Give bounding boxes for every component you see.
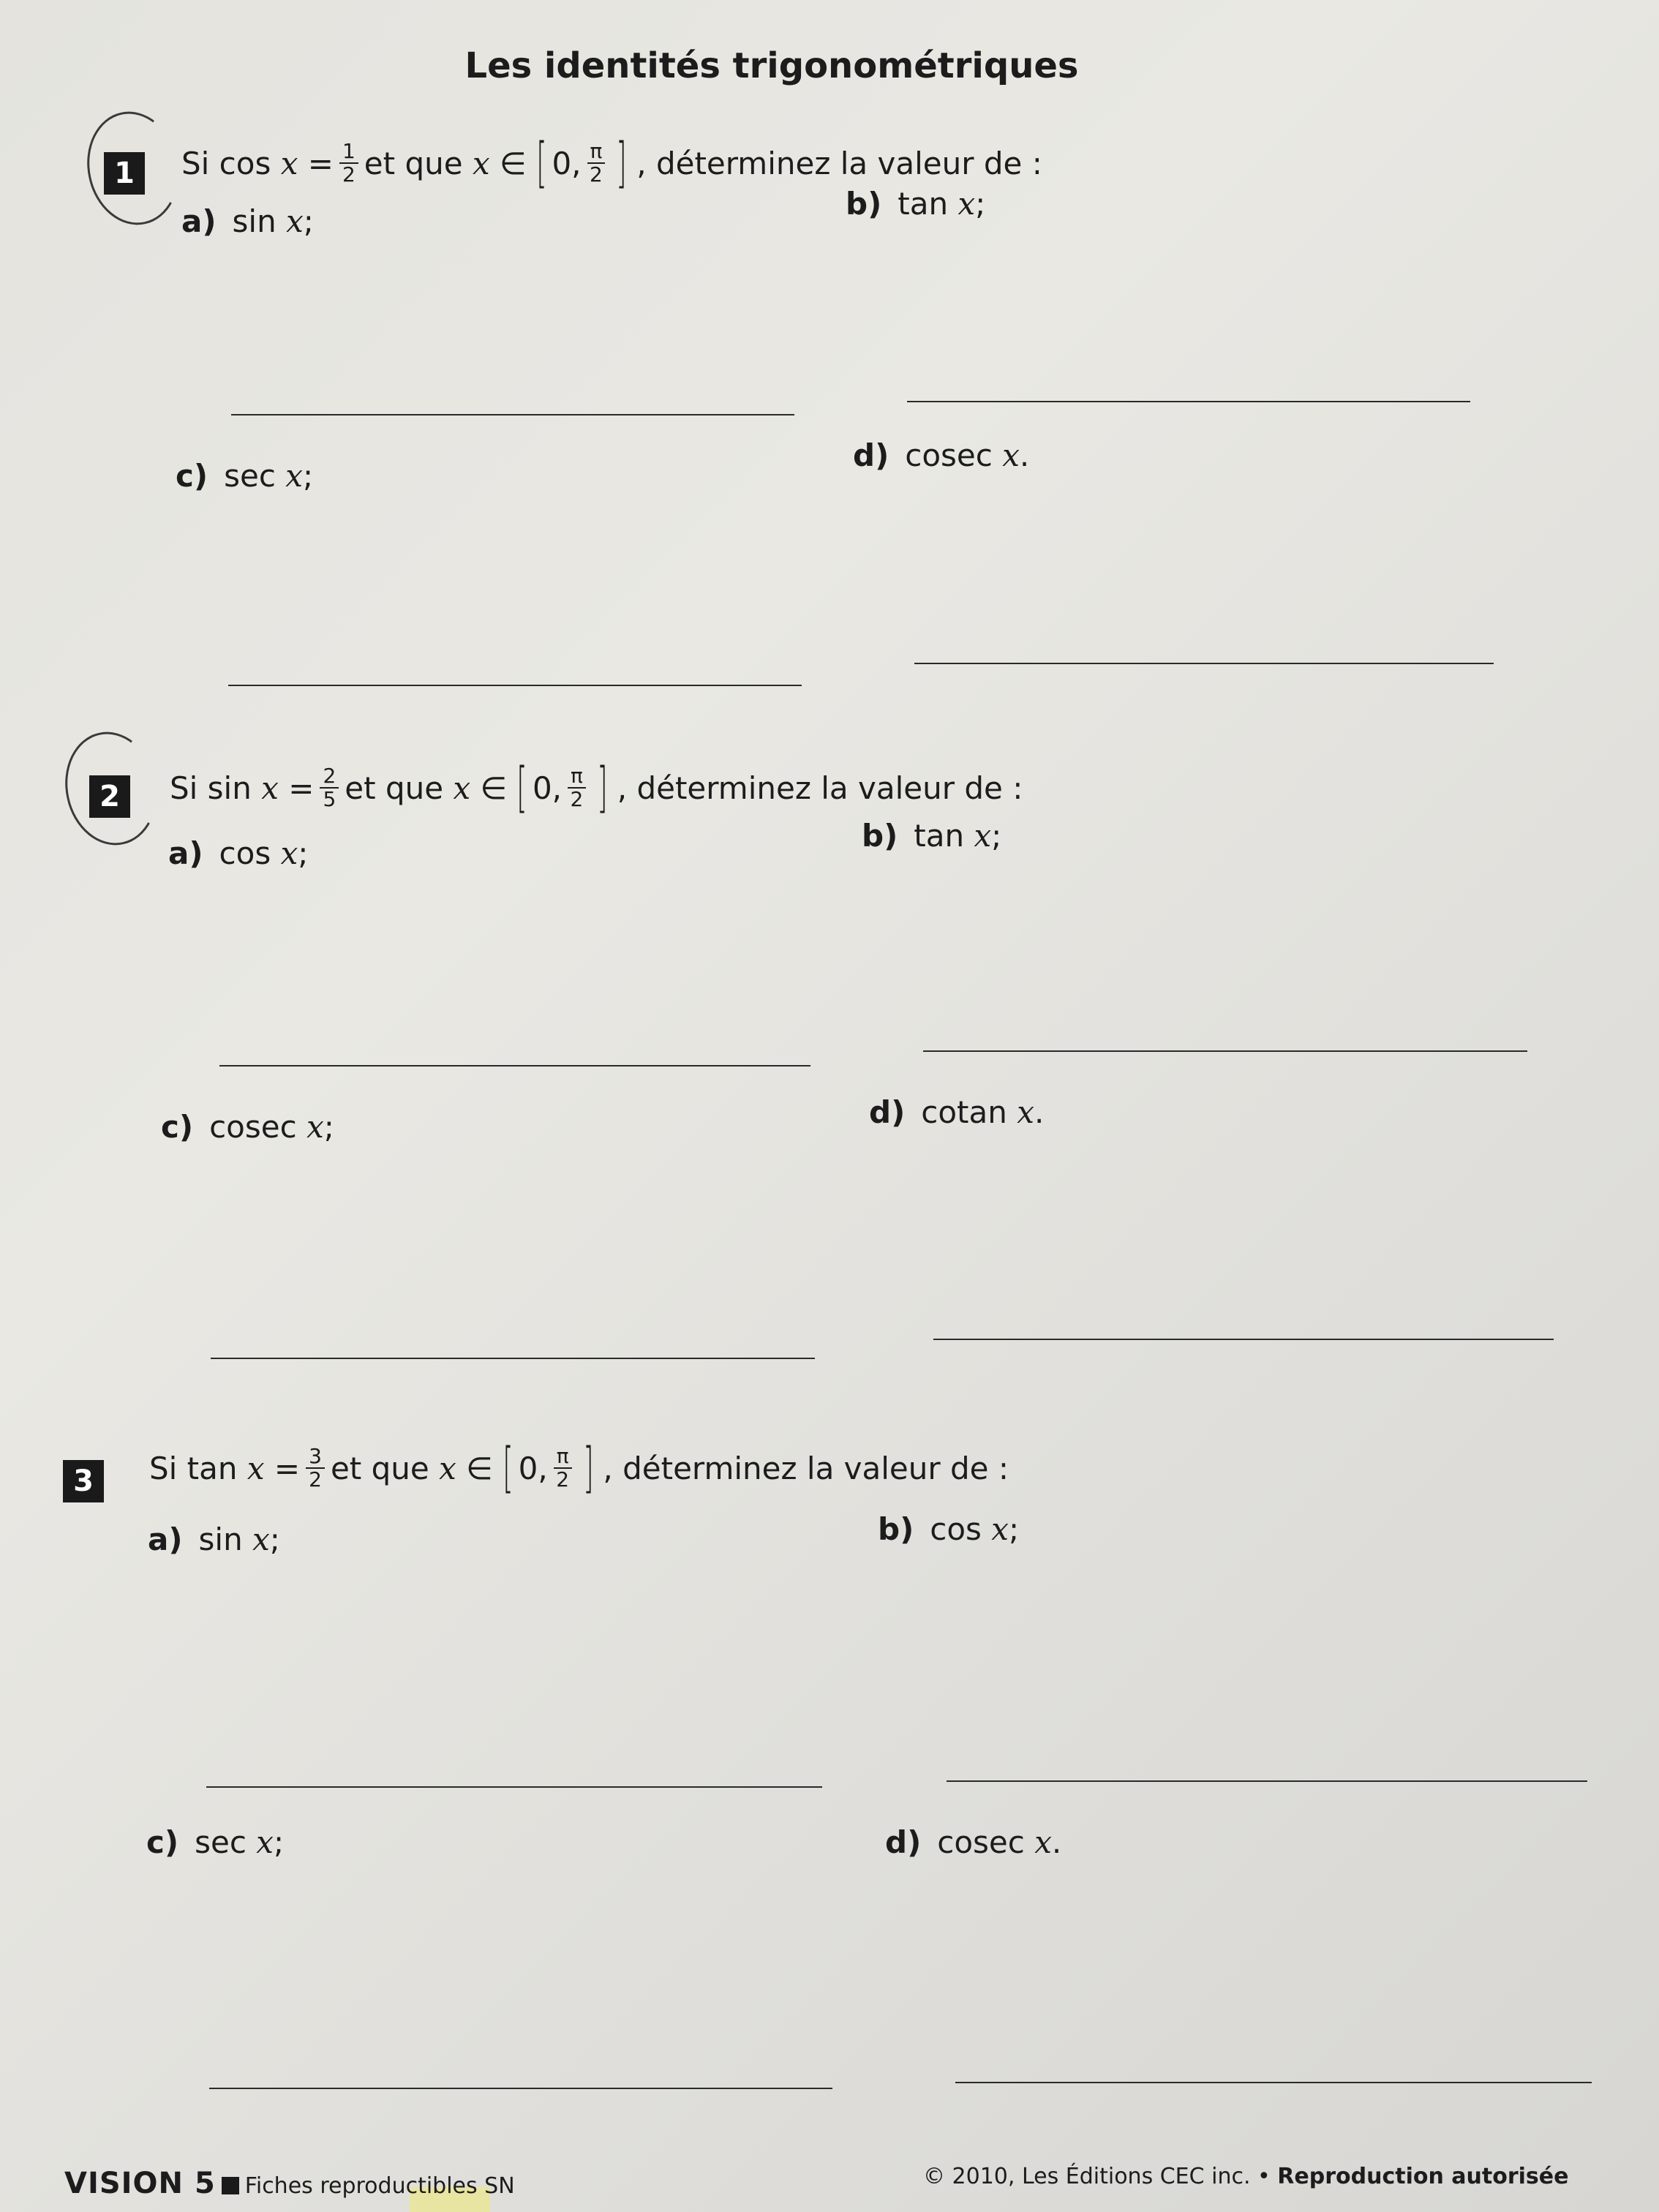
question-stem: Si cos x = $\frac{1}{2}$ et que x ∈ [ 0, $\frac{\pi}{2}$ ] , déterminez la valeur de : <box>181 132 1042 195</box>
part-c: c) cosec x; <box>161 1109 334 1145</box>
part-d: d) cosec x. <box>853 437 1030 473</box>
answer-line-b[interactable] <box>947 1780 1587 1782</box>
question-number-badge: 3 <box>63 1460 104 1502</box>
answer-line-a[interactable] <box>206 1786 822 1788</box>
part-b: b) tan x; <box>862 818 1002 854</box>
answer-line-d[interactable] <box>955 2082 1592 2083</box>
interval: [ 0, $\frac{\pi}{2}$ ] <box>502 1437 594 1500</box>
part-d: d) cosec x. <box>885 1824 1062 1860</box>
interval: [ 0, $\frac{\pi}{2}$ ] <box>516 756 608 819</box>
part-a: a) sin x; <box>148 1521 280 1557</box>
fraction: $\frac{1}{2}$ <box>339 140 358 186</box>
question-number-badge: 2 <box>89 775 130 818</box>
part-c: c) sec x; <box>176 458 314 494</box>
answer-line-b[interactable] <box>923 1050 1527 1052</box>
part-c: c) sec x; <box>146 1824 285 1860</box>
part-d: d) cotan x. <box>869 1094 1045 1130</box>
interval: [ 0, $\frac{\pi}{2}$ ] <box>535 132 628 195</box>
fraction: $\frac{3}{2}$ <box>306 1445 325 1491</box>
question-stem: Si tan x = $\frac{3}{2}$ et que x ∈ [ 0, $\frac{\pi}{2}$ ] , déterminez la valeur de : <box>149 1437 1009 1500</box>
answer-line-c[interactable] <box>209 2088 832 2089</box>
question-number-badge: 1 <box>104 152 145 195</box>
part-a: a) sin x; <box>181 203 314 239</box>
footer-brand: VISION 5 Fiches reproductibles SN <box>64 2167 515 2200</box>
page-title: Les identités trigonométriques <box>464 45 1079 86</box>
part-b: b) tan x; <box>846 186 986 222</box>
part-b: b) cos x; <box>878 1511 1020 1547</box>
fraction: $\frac{2}{5}$ <box>320 765 339 810</box>
answer-line-d[interactable] <box>933 1339 1554 1340</box>
answer-line-c[interactable] <box>211 1358 815 1359</box>
footer-copyright: © 2010, Les Éditions CEC inc. • Reproduction autorisée <box>923 2164 1569 2189</box>
answer-line-a[interactable] <box>219 1065 810 1066</box>
question-stem: Si sin x = $\frac{2}{5}$ et que x ∈ [ 0, $\frac{\pi}{2}$ ] , déterminez la valeur de : <box>170 756 1023 819</box>
part-a: a) cos x; <box>168 835 309 871</box>
square-bullet-icon <box>222 2177 239 2194</box>
